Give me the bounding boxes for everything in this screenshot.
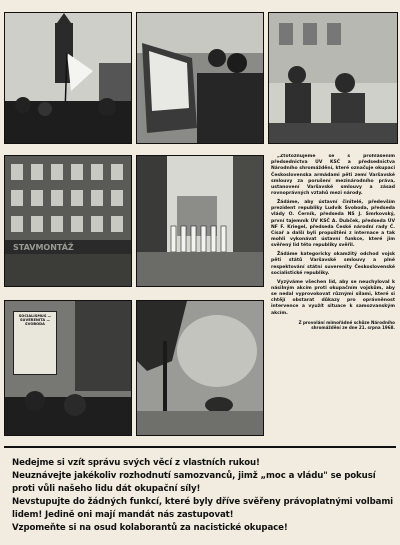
slogan-line: Vzpomeňte si na osud kolaborantů za nacistické okupace! — [12, 522, 288, 533]
article-paragraph: Žádáme kategoricky okamžitý odchod vojsk pěti států Varšavské smlouvy a plné respektování státní suverenity Československé socialistické republiky. — [271, 252, 395, 276]
slogan-line: Neuznávejte jakékoliv rozhodnutí samozvanců, jimž „moc a vládu" se pokusí proti vůli našeho lidu dát okupační síly! — [12, 470, 376, 494]
photo-crowd-flag-tower — [4, 12, 132, 144]
slogan-line: Nevstupujte do žádných funkcí, které byly dříve svěřeny právoplatnými volbami lidem! Jedině oni mají mandát nás zastupovat! — [12, 496, 394, 520]
photo-damaged-building — [4, 155, 132, 287]
divider — [4, 446, 396, 448]
photo-protest-sign — [4, 300, 132, 436]
slogans-block — [12, 457, 396, 534]
photo-tank-crowd — [136, 12, 264, 144]
article-paragraph: Žádáme, aby ústavní činitelé, především prezident republiky Ludvík Svoboda, předseda vlády O. Černík, předseda NS J. Smrkovský, první tajemník ÚV KSČ A. Dubček, předseda ÚV NF F. Kriegel, předseda České národní rady Č. Císař a další byli propuštěni z internace a tak mohli vykonávat ústavní funkce, které jim svěřený lid této republiky svěřil. — [271, 200, 395, 249]
photo-burning-street — [136, 300, 264, 436]
building-sign: STAVMONTÁŽ — [13, 243, 74, 252]
article-signature: Z provolání mimořádné schůze Národního shromáždění ze dne 21. srpna 1968. — [298, 319, 395, 330]
protest-sign-text: SOCIALISMUS — SUVERENITA — SVOBODA — [18, 314, 52, 327]
photo-flags-street — [136, 155, 264, 287]
article-paragraph: Vyzýváme všechen lid, aby se neuchyloval k násilným akcím proti okupačním vojskům, aby se nedal vyprovokovat různými silami, které si chtějí obstarat důkazy pro oprávněnost intervence a využít situace k samozvanským akcím. — [271, 279, 395, 316]
photo-soldiers-on-tank — [268, 12, 398, 144]
protest-sign — [13, 311, 57, 375]
article-paragraph: „Ztotožňujeme se s prohlášením předsednictva ÚV KSČ a předsednictva Národního shromáždění, které označuje okupaci Československa armádami pěti zemí Varšavské smlouvy za porušení mezinárodního práva, ustanovení Varšavské smlouvy a zásad rovnoprávných vztahů mezi národy. — [271, 154, 395, 197]
declaration-article — [271, 154, 395, 440]
slogan-line: Nedejme si vzít správu svých věcí z vlastních rukou! — [12, 458, 260, 468]
